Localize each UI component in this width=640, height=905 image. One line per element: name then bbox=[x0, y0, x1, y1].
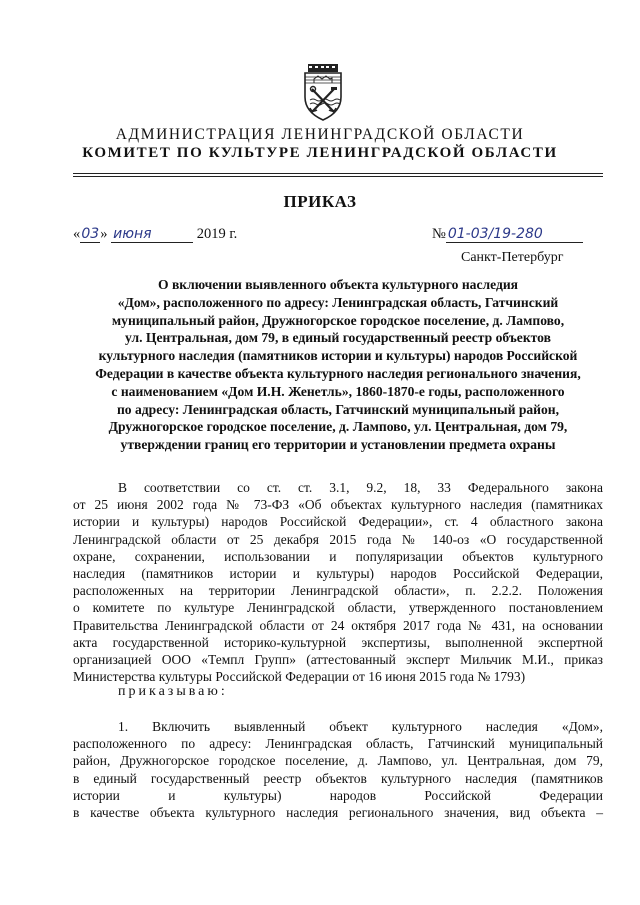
body-line: В соответствии со ст. ст. 3.1, 9.2, 18, 33 Федерального закона bbox=[118, 480, 603, 495]
header-divider-second bbox=[73, 176, 603, 177]
subject-line: по адресу: Ленинградская область, Гатчинский муниципальный район, bbox=[116, 401, 560, 417]
body-line: расположенного по адресу: Ленинградская область, Гатчинский муниципальный bbox=[73, 736, 603, 752]
body-line: наследия (памятников истории и культуры) народов Российской Федерации, bbox=[73, 566, 603, 582]
coat-of-arms-icon bbox=[302, 62, 344, 122]
date-year: 2019 г. bbox=[196, 226, 238, 242]
body-line: истории и культуры) народов Российской Федерации», ст. 4 областного закона bbox=[73, 514, 603, 530]
body-line: в единый государственный реестр объектов культурного наследия (памятников bbox=[73, 770, 603, 786]
date-day: 03 bbox=[81, 226, 100, 242]
body-line: расположенных на территории Ленинградской области», п. 2.2.2. Положения bbox=[73, 583, 603, 599]
document-city: Санкт-Петербург bbox=[461, 250, 564, 265]
subject-line: Федерации в качестве объекта культурного наследия регионального значения, bbox=[95, 365, 581, 381]
document-number bbox=[432, 226, 583, 243]
date-month: июня bbox=[111, 227, 193, 243]
clause-1-paragraph bbox=[73, 718, 603, 821]
order-word: приказываю: bbox=[118, 684, 228, 699]
subject-line: утверждении границ его территории и установлении предмета охраны bbox=[120, 437, 556, 453]
body-line: организацией ООО «Темпл Групп» (аттестованный эксперт Мильчик М.И., приказ bbox=[73, 652, 603, 668]
number-value: 01-03/19-280 bbox=[446, 227, 583, 243]
body-line: акта государственной историко-культурной экспертизы, выполненной экспертной bbox=[73, 634, 603, 650]
document-date bbox=[73, 226, 237, 243]
body-line: 1. Включить выявленный объект культурного наследия «Дом», bbox=[118, 719, 603, 734]
subject-line: ул. Центральная, дом 79, в единый государственный реестр объектов bbox=[125, 330, 551, 346]
org-name-administration: АДМИНИСТРАЦИЯ ЛЕНИНГРАДСКОЙ ОБЛАСТИ bbox=[115, 126, 525, 143]
body-line: в качестве объекта культурного наследия регионального значения, вид объекта – bbox=[73, 805, 603, 821]
body-line: район, Дружногорское городское поселение, д. Лампово, ул. Центральная, дом 79, bbox=[73, 753, 603, 769]
subject-line: муниципальный район, Дружногорское городское поселение, д. Лампово, bbox=[111, 312, 565, 328]
body-line: охране, сохранении, использовании и популяризации объектов культурного bbox=[73, 548, 603, 564]
subject-line: с наименованием «Дом И.Н. Женетль», 1860-1870-е годы, расположенного bbox=[111, 383, 565, 399]
document-subject bbox=[73, 276, 603, 454]
body-line: от 25 июня 2002 года № 73-ФЗ «Об объектах культурного наследия (памятниках bbox=[73, 497, 603, 513]
subject-line: Дружногорское городское поселение, д. Лампово, ул. Центральная, дом 79, bbox=[108, 419, 568, 435]
document-title: ПРИКАЗ bbox=[283, 192, 357, 211]
body-line: Министерства культуры Российской Федерации от 16 июня 2015 года № 1793) bbox=[73, 669, 526, 685]
number-prefix: № bbox=[432, 226, 446, 242]
body-line: истории и культуры) народов Российской Федерации bbox=[73, 787, 603, 803]
preamble-paragraph bbox=[73, 479, 603, 685]
subject-line: О включении выявленного объекта культурного наследия bbox=[157, 277, 519, 292]
body-line: о комитете по культуре Ленинградской области, утвержденного постановлением bbox=[73, 600, 603, 616]
body-line: Правительства Ленинградской области от 24 октября 2017 года № 431, на основании bbox=[73, 617, 603, 633]
org-name-committee: КОМИТЕТ ПО КУЛЬТУРЕ ЛЕНИНГРАДСКОЙ ОБЛАСТИ bbox=[82, 145, 558, 161]
subject-line: «Дом», расположенного по адресу: Ленинградская область, Гатчинский bbox=[117, 294, 559, 310]
date-quote-open: « bbox=[73, 226, 81, 242]
body-line: Ленинградской области от 25 декабря 2015 года № 140-оз «О государственной bbox=[73, 531, 603, 547]
date-quote-close: » bbox=[100, 226, 108, 242]
subject-line: культурного наследия (памятников истории и культуры) народов Российской bbox=[98, 348, 578, 364]
header-divider bbox=[73, 173, 603, 174]
